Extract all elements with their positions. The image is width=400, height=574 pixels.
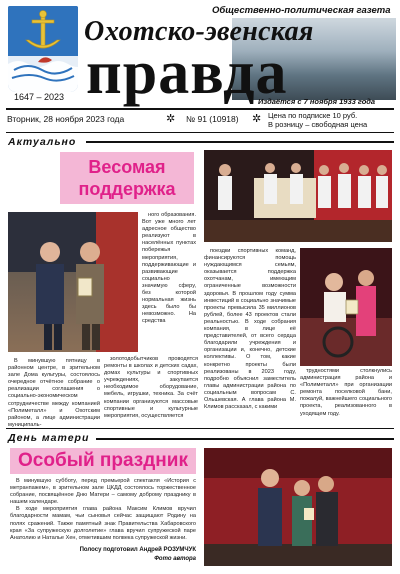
headline2-banner: [10, 448, 196, 474]
newspaper-title-line1: Охотско-эвенская: [84, 16, 314, 47]
headline2-text: Особый праздник: [18, 450, 188, 471]
article-column-b-text: В минувшую пятницу в районном центре, в зрительном зале Дома культуры, состоялось очередное отчётное собрание о реализации соглашения о социально-экономическом сотрудничестве между компанией «Полиметалл» и Охотским районом, а лице администрации муниципаль-: [8, 358, 100, 428]
headline-banner: [60, 152, 194, 204]
article2-paragraph-2: В ходе мероприятия глава района Максим Климов вручил благодарности мамам, чьи сыновья сейчас защищают Родину на полях сражений. Также памятный знак Правительства Хабаровского края «За супружескую долголетие» глава вручил супружеской паре Анатолию и Наталье Хен, отметившим полвека супружеской жизни.: [10, 506, 196, 541]
article-column-a: [142, 212, 196, 354]
article2-paragraph-1: В минувшую субботу, перед премьерой спектакля «История с метранпажем», в зрительном зале ЦКДД состоялось торжественное собрание, посвящённое Дню Матери – самому доброму празднику в нашем календаре.: [10, 478, 196, 506]
article-column-c-text: золотодобытчиков проводятся ремонты в школах и детских садах, домах культуры и спортивных учреждениях, закупается необходимое оборудование, мебель, игрушки, техника. За счёт компании организуются массовые спортивные и культурные мероприятия, осуществляется: [104, 356, 198, 419]
photo-award-ceremony: [8, 212, 138, 352]
article-column-d-text: поездки спортивных команд, финансируются помощь нуждающимся семьям, оказывается поддержка охотчанам, имеющим ограниченные возможности здоровья. В прошлом году сумма инвестиций в социально значимые проекты превысила 35 миллионов рублей, более 43 проектов стали реальностью. В ходе собрания компания, в лице её представителей, от всего сердца благодарили учреждения и организации и, конечно, детские коллективы. О том, какие конкретно проекты были реализованы в 2023 году, подробно объяснил заместитель главы администрации района по социальным вопросам С. Ольшевская. А глава района М. Климов рассказал, с какими: [204, 248, 296, 411]
emblem-years: 1647 – 2023: [14, 92, 65, 102]
article-column-c: [104, 356, 198, 424]
founded-note: Издаётся с 7 ноября 1933 года: [258, 97, 376, 106]
emblem-crest-icon: [8, 6, 78, 92]
masthead: [0, 0, 400, 108]
rubric-label: Актуально: [8, 136, 77, 148]
photo-mothers-day: [204, 448, 392, 566]
star-ornament-left-icon: ✲: [166, 113, 176, 125]
issue-date: Вторник, 28 ноября 2023 года: [7, 114, 125, 124]
photo-credit: Фото автора: [154, 556, 196, 562]
rubric2-line: [96, 438, 394, 440]
article-column-e-text: трудностями столкнулись администрация района и «Полиметалл» при организации ремонта поселковой бани, пожалуй, важнейшего социального проекта, реализованного в уходящем году.: [300, 368, 392, 417]
paper-type-label: Общественно-политическая газета: [212, 5, 391, 16]
headline-line2: поддержка: [78, 179, 176, 199]
article-column-d: [204, 248, 296, 424]
newspaper-title-line2: правда: [86, 39, 288, 107]
issue-number: № 91 (10918): [186, 114, 239, 124]
price-subscription: Цена по подписке 10 руб.: [268, 111, 358, 120]
rubric-rule-top: [6, 132, 394, 133]
rubric2-label: День матери: [8, 432, 90, 444]
author-credit: Полосу подготовил Андрей РОЗУМЧУК: [79, 547, 196, 553]
photo-team-stage: [204, 150, 392, 242]
headline-line1: Весомая: [88, 157, 166, 177]
article-column-e: [300, 368, 392, 424]
price-retail: В розницу – свободная цена: [268, 120, 368, 129]
masthead-rule: [6, 108, 394, 110]
rubric2-rule-top: [6, 428, 394, 429]
article-column-a-text: ного образования. Вот уже много лет адресное общество реализуют в населённых пунктах побережья мероприятия, поддерживающие и развивающие социально значимую сферу, без которой нормальная жизнь здесь было бы невозможно. На средства: [142, 212, 196, 325]
photo-girl-award: [300, 248, 392, 366]
star-ornament-right-icon: ✲: [252, 113, 262, 125]
price-info: [268, 111, 367, 129]
rubric-line: [86, 141, 394, 143]
article-column-b: [8, 358, 100, 428]
article2-text: [10, 478, 196, 544]
